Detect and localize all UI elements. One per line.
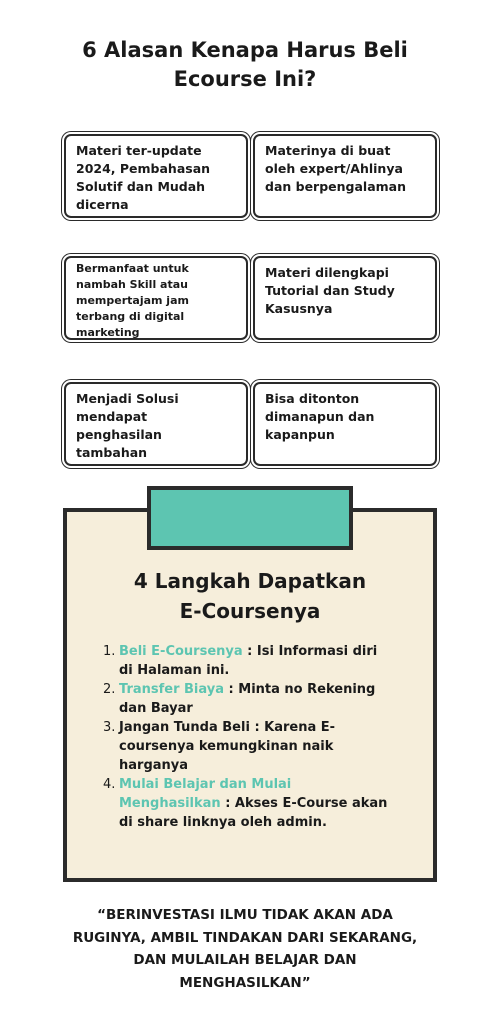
step-text: : Akses E-Course akan di share linknya oleh admin.	[119, 796, 388, 830]
step-highlight: Beli E-Coursenya	[119, 644, 243, 659]
page-title-line1: 6 Alasan Kenapa Harus Beli	[82, 38, 408, 62]
reason-card-1	[64, 134, 248, 218]
reason-text: Materi dilengkapi Tutorial dan Study Kasusnya	[265, 265, 395, 316]
steps-list	[103, 642, 393, 832]
step-number: 3.	[103, 720, 116, 735]
reason-text: Bisa ditonton dimanapun dan kapanpun	[265, 391, 375, 442]
step-item-2	[103, 680, 393, 718]
step-item-1	[103, 642, 393, 680]
step-text: : Karena E-coursenya kemungkinan naik harganya	[119, 720, 336, 773]
reason-card-3	[64, 256, 248, 340]
reason-text: Materi ter-update 2024, Pembahasan Solutif dan Mudah dicerna	[76, 143, 211, 212]
reason-text: Menjadi Solusi mendapat penghasilan tambahan	[76, 391, 179, 460]
steps-title	[70, 566, 430, 626]
reason-card-2	[253, 134, 437, 218]
reason-card-6	[253, 382, 437, 466]
step-highlight: Mulai Belajar dan Mulai Menghasilkan	[119, 777, 292, 811]
page-title	[40, 36, 450, 94]
step-text: : Isi Informasi diri di Halaman ini.	[119, 644, 378, 678]
reason-card-5	[64, 382, 248, 466]
step-number: 2.	[103, 682, 116, 697]
step-number: 1.	[103, 644, 116, 659]
steps-title-line2: E-Coursenya	[179, 599, 321, 623]
reason-text: Materinya di buat oleh expert/Ahlinya dan berpengalaman	[265, 143, 407, 194]
page-title-line2: Ecourse Ini?	[173, 67, 317, 91]
step-item-4	[103, 775, 393, 832]
steps-title-line1: 4 Langkah Dapatkan	[133, 569, 367, 593]
closing-quote: “BERINVESTASI ILMU TIDAK AKAN ADA RUGINYA, AMBIL TINDAKAN DARI SEKARANG, DAN MULAILAH BELAJAR DAN MENGHASILKAN”	[72, 907, 418, 991]
reason-text: Bermanfaat untuk nambah Skill atau mempertajam jam terbang di digital marketing	[76, 262, 189, 339]
reason-card-4	[253, 256, 437, 340]
step-item-3	[103, 718, 393, 775]
step-highlight: Transfer Biaya	[119, 682, 225, 697]
step-number: 4.	[103, 777, 116, 792]
steps-panel-tab	[147, 486, 353, 550]
step-highlight: Jangan Tunda Beli	[119, 720, 250, 735]
step-text: : Minta no Rekening dan Bayar	[119, 682, 376, 716]
